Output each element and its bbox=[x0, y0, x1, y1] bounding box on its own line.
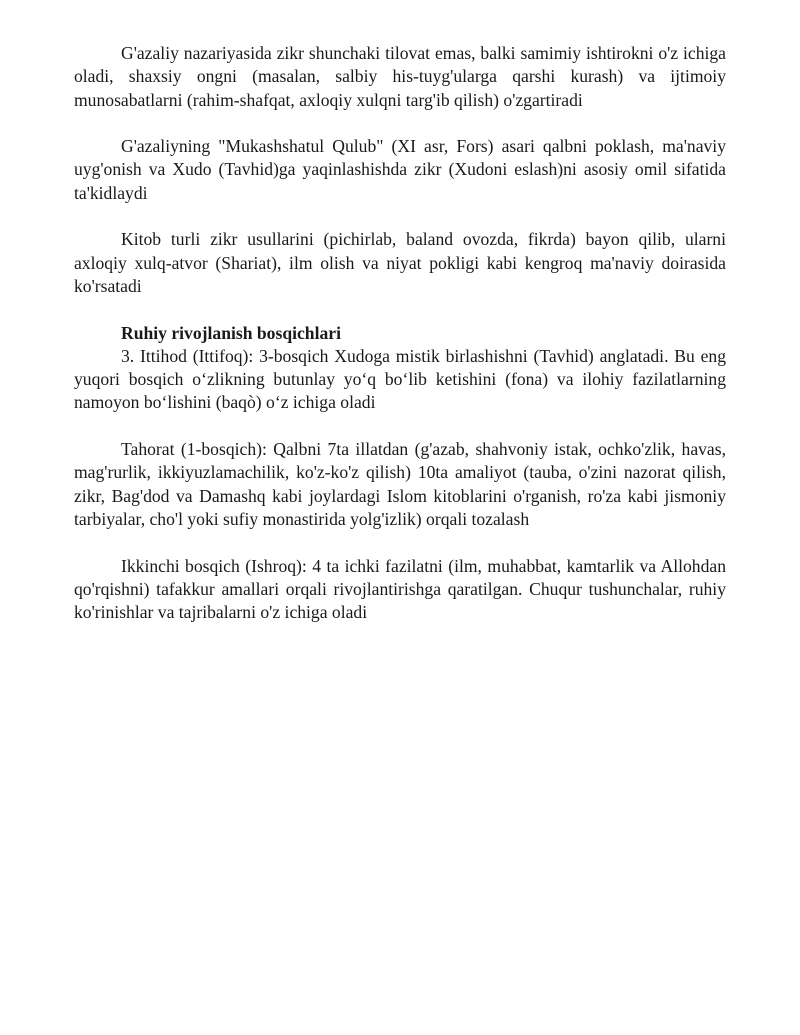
paragraph-zikr-theory: G'azaliy nazariyasida zikr shunchaki tilovat emas, balki samimiy ishtirokni o'z ichiga oladi, shaxsiy ongni (masalan, salbiy his-tuyg'ularga qarshi kurash) va ijtimoiy munosabatlarni (rahim-shafqat, axloqiy xulqni targ'ib qilish) o'zgartiradi bbox=[74, 43, 726, 110]
paragraph-mukashshatul-qulub: G'azaliyning "Mukashshatul Qulub" (XI asr, Fors) asari qalbni poklash, ma'naviy uyg'onish va Xudo (Tavhid)ga yaqinlashishda zikr (Xudoni eslash)ni asosiy omil sifatida ta'kidlaydi bbox=[74, 136, 726, 203]
paragraph-ishroq: Ikkinchi bosqich (Ishroq): 4 ta ichki fazilatni (ilm, muhabbat, kamtarlik va Allohdan qo'rqishni) tafakkur amallari orqali rivojlantirishga qaratilgan. Chuqur tushunchalar, ruhiy ko'rinishlar va tajribalarni o'z ichiga oladi bbox=[74, 555, 726, 623]
paragraph-tahorat: Tahorat (1-bosqich): Qalbni 7ta illatdan (g'azab, shahvoniy istak, ochko'zlik, havas, mag'rurlik, ikkiyuzlamachilik, ko'z-ko'z qilish) 10ta amaliyot (tauba, o'zini nazorat qilish, zikr, Bag'dod va Damashq kabi joylardagi Islom kitoblarini o'rganish, ro'za kabi jismoniy tarbiyalar, cho'l yoki sufiy monastirida yolg'izlik) orqali tozalash bbox=[74, 439, 726, 529]
paragraph-ittihod: 3. Ittihod (Ittifoq): 3-bosqich Xudoga mistik birlashishni (Tavhid) anglatadi. Bu eng yuqori bosqich o‘zlikning butunlay yo‘q bo‘lib ketishini (fona) va ilohiy fazilatlarning namoyon bo‘lishini (baqò) o‘z ichiga oladi bbox=[74, 345, 726, 413]
paragraph-zikr-methods: Kitob turli zikr usullarini (pichirlab, baland ovozda, fikrda) bayon qilib, ularni axloqiy xulq-atvor (Shariat), ilm olish va niyat pokligi kabi kengroq ma'naviy doirasida ko'rsatadi bbox=[74, 229, 726, 296]
section-heading: Ruhiy rivojlanish bosqichlari bbox=[121, 322, 341, 343]
